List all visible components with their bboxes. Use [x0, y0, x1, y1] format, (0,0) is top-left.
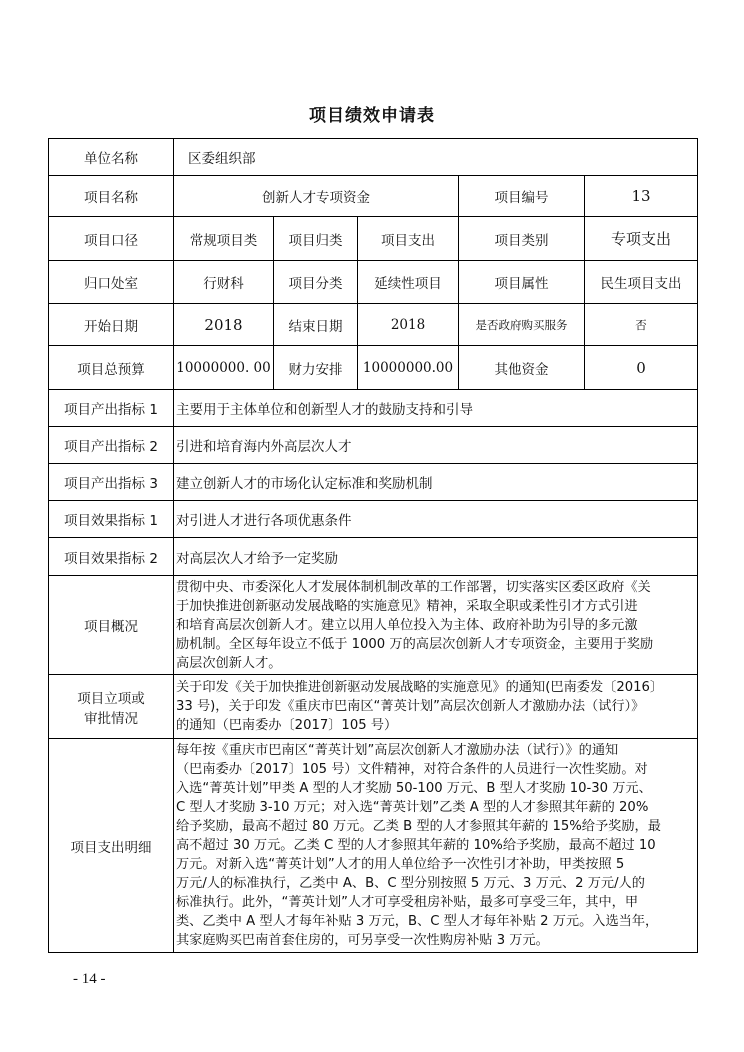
table-row-office — [49, 261, 698, 304]
other-funds-label: 其他资金 — [459, 346, 585, 390]
page-number: - 14 - — [73, 971, 106, 987]
expense-line: 给予奖励，最高不超过 80 万元。乙类 B 型的人才参照其年薪的 15%给予奖励，最 — [176, 819, 661, 834]
project-belong-value: 项目支出 — [358, 217, 459, 261]
output-indicator-3-label: 项目产出指标 3 — [49, 464, 174, 501]
output-indicator-1-value: 主要用于主体单位和创新型人才的鼓励支持和引导 — [174, 390, 698, 427]
project-name-value: 创新人才专项资金 — [174, 176, 459, 217]
project-belong-label: 项目归类 — [274, 217, 358, 261]
expense-line: 入选“菁英计划”甲类 A 型的人才奖励 50-100 万元、B 型人才奖励 10-30 万元、 — [176, 781, 652, 796]
approval-line: 33 号)，关于印发《重庆市巴南区“菁英计划”高层次创新人才激励办法（试行）》 — [176, 699, 645, 714]
expense-line: 高不超过 30 万元。乙类 C 型的人才参照其年薪的 10%给予奖励，最高不超过 10 — [176, 838, 656, 853]
total-budget-value: 10000000. 00 — [174, 346, 274, 390]
unit-label: 单位名称 — [49, 139, 174, 176]
start-date-value: 2018 — [174, 304, 274, 346]
overview-text — [174, 576, 698, 675]
effect-indicator-1-value: 对引进人才进行各项优惠条件 — [174, 501, 698, 538]
table-row-budget — [49, 346, 698, 390]
form-title: 项目绩效申请表 — [309, 106, 435, 126]
expense-line: 其家庭购买巴南首套住房的，可另享受一次性购房补贴 3 万元。 — [176, 933, 549, 948]
project-type-value: 专项支出 — [585, 217, 698, 261]
office-value: 行财科 — [174, 261, 274, 304]
overview-label: 项目概况 — [49, 576, 174, 675]
expense-line: 每年按《重庆市巴南区“菁英计划”高层次创新人才激励办法（试行）》的通知 — [176, 743, 619, 758]
project-attr-value: 民生项目支出 — [585, 261, 698, 304]
performance-application-table — [48, 138, 698, 953]
expense-line: （巴南委办〔2017〕105 号）文件精神，对符合条件的人员进行一次性奖励。对 — [176, 762, 648, 777]
effect-indicator-2-value: 对高层次人才给予一定奖励 — [174, 538, 698, 576]
unit-value: 区委组织部 — [174, 139, 698, 176]
approval-text — [174, 675, 698, 739]
project-name-label: 项目名称 — [49, 176, 174, 217]
table-row-output-1 — [49, 390, 698, 427]
effect-indicator-1-label: 项目效果指标 1 — [49, 501, 174, 538]
output-indicator-2-value: 引进和培育海内外高层次人才 — [174, 427, 698, 464]
overview-line: 和培育高层次创新人才。建立以用人单位投入为主体、政府补助为引导的多元激 — [176, 617, 638, 633]
overview-line: 励机制。全区每年设立不低于 1000 万的高层次创新人才专项资金，主要用于奖励 — [176, 636, 654, 652]
total-budget-label: 项目总预算 — [49, 346, 174, 390]
expense-detail-text — [174, 739, 698, 953]
expense-line: 万元。对新入选“菁英计划”人才的用人单位给予一次性引才补助，甲类按照 5 — [176, 857, 625, 872]
approval-line: 关于印发《关于加快推进创新驱动发展战略的实施意见》的通知(巴南委发〔2016〕 — [176, 680, 664, 695]
expense-detail-label: 项目支出明细 — [49, 739, 174, 953]
effect-indicator-2-label: 项目效果指标 2 — [49, 538, 174, 576]
office-label: 归口处室 — [49, 261, 174, 304]
approval-label — [49, 675, 174, 739]
table-row-output-3 — [49, 464, 698, 501]
table-row-expense — [49, 739, 698, 953]
end-date-label: 结束日期 — [274, 304, 358, 346]
gov-purchase-label: 是否政府购买服务 — [459, 304, 585, 346]
output-indicator-3-value: 建立创新人才的市场化认定标准和奖励机制 — [174, 464, 698, 501]
overview-line: 于加快推进创新驱动发展战略的实施意见》精神，采取全职或柔性引才方式引进 — [176, 598, 638, 614]
project-class-value: 延续性项目 — [358, 261, 459, 304]
start-date-label: 开始日期 — [49, 304, 174, 346]
output-indicator-1-label: 项目产出指标 1 — [49, 390, 174, 427]
gov-purchase-value: 否 — [585, 304, 698, 346]
table-row-approval — [49, 675, 698, 739]
approval-label-line: 审批情况 — [84, 710, 138, 727]
expense-line: 万元/人的标准执行，乙类中 A、B、C 型分别按照 5 万元、3 万元、2 万元/人的 — [176, 876, 645, 891]
output-indicator-2-label: 项目产出指标 2 — [49, 427, 174, 464]
table-row-effect-2 — [49, 538, 698, 576]
table-row-caliber — [49, 217, 698, 261]
table-row-effect-1 — [49, 501, 698, 538]
table-row-output-2 — [49, 427, 698, 464]
project-type-label: 项目类别 — [459, 217, 585, 261]
other-funds-value: 0 — [585, 346, 698, 390]
end-date-value: 2018 — [358, 304, 459, 346]
project-caliber-value: 常规项目类 — [174, 217, 274, 261]
table-row-unit — [49, 139, 698, 176]
overview-line: 贯彻中央、市委深化人才发展体制机制改革的工作部署，切实落实区委区政府《关 — [176, 579, 651, 595]
approval-label-line: 项目立项或 — [77, 690, 145, 707]
approval-line: 的通知（巴南委办〔2017〕105 号） — [176, 718, 398, 733]
fiscal-arrangement-value: 10000000.00 — [358, 346, 459, 390]
project-caliber-label: 项目口径 — [49, 217, 174, 261]
expense-line: 类、乙类中 A 型人才每年补贴 3 万元，B、C 型人才每年补贴 2 万元。入选当年， — [176, 914, 659, 929]
fiscal-arrangement-label: 财力安排 — [274, 346, 358, 390]
project-no-value: 13 — [585, 176, 698, 217]
table-row-project-name — [49, 176, 698, 217]
table-row-dates — [49, 304, 698, 346]
expense-line: C 型人才奖励 3-10 万元；对入选“菁英计划”乙类 A 型的人才参照其年薪的 20% — [176, 800, 649, 815]
expense-line: 标准执行。此外，“菁英计划”人才可享受租房补贴，最多可享受三年，其中，甲 — [176, 895, 639, 910]
table-row-overview — [49, 576, 698, 675]
overview-line: 高层次创新人才。 — [176, 655, 282, 671]
project-class-label: 项目分类 — [274, 261, 358, 304]
project-no-label: 项目编号 — [459, 176, 585, 217]
project-attr-label: 项目属性 — [459, 261, 585, 304]
